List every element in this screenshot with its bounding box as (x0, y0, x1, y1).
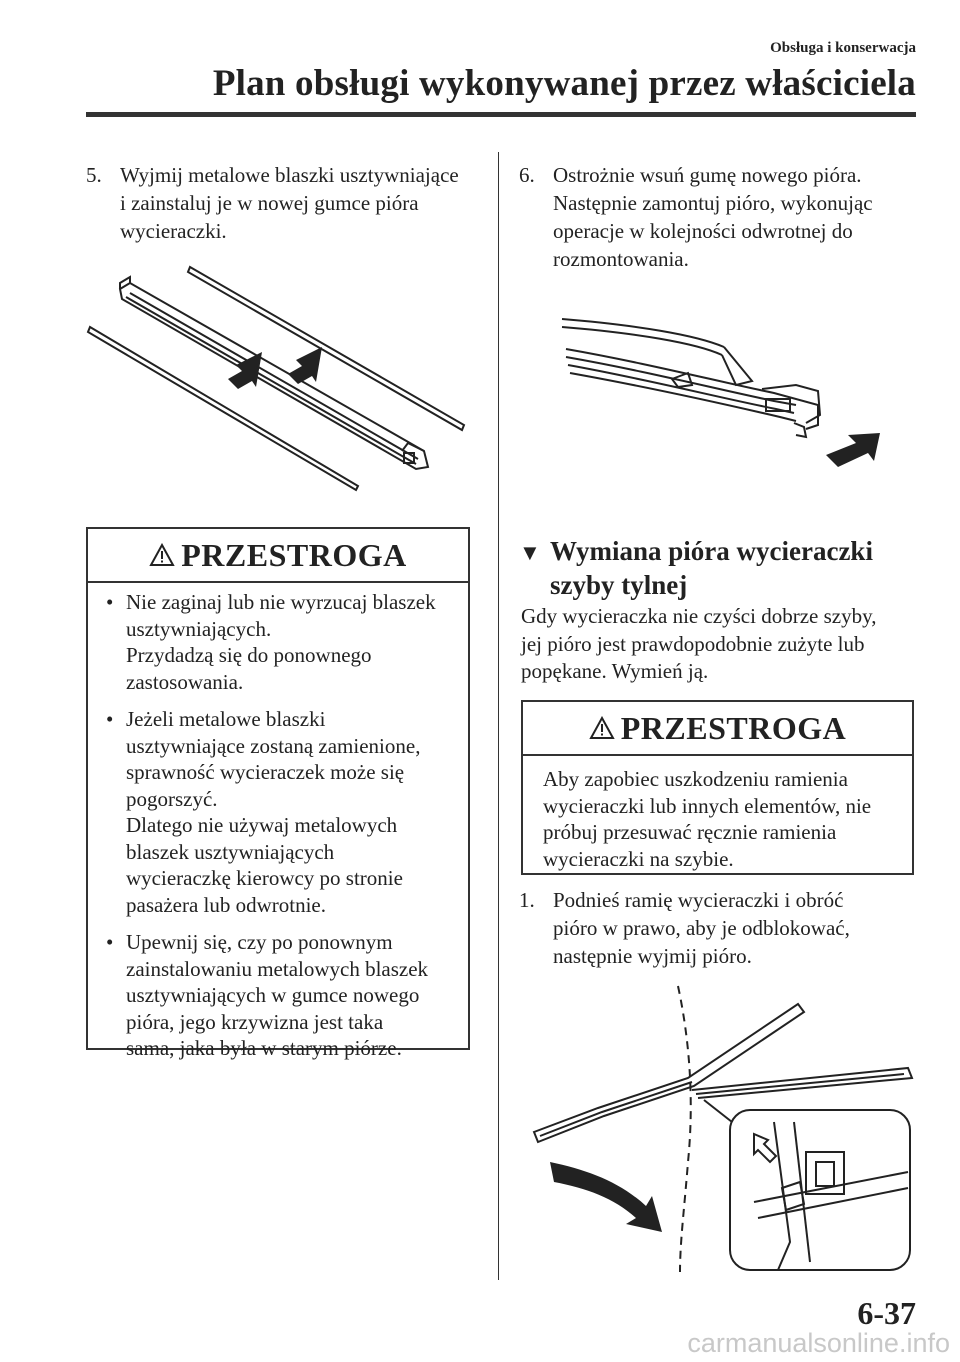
caution-bullet (102, 589, 454, 695)
caution-line: próbuj przesuwać ręcznie ramienia (543, 820, 837, 844)
step-line: pióro w prawo, aby je odblokować, (553, 916, 850, 940)
heading-line: szyby tylnej (550, 570, 688, 600)
bullet-line: pogorszyć. (126, 786, 218, 811)
page-number: 6-37 (857, 1295, 916, 1331)
caution-bullet (102, 929, 454, 1062)
para-line: popękane. Wymień ją. (521, 659, 709, 683)
caution-header (523, 702, 912, 756)
step-line: operacje w kolejności odwrotnej do (553, 219, 853, 243)
step-1 (519, 886, 929, 970)
step-number: 5. (86, 163, 102, 187)
bullet-line: usztywniające zostaną zamienione, (126, 733, 421, 758)
caution-header (88, 529, 468, 583)
section-heading (519, 534, 873, 602)
step-line: Ostrożnie wsuń gumę nowego pióra. (553, 163, 862, 187)
bullet-line: Nie zaginaj lub nie wyrzucaj blaszek (126, 590, 436, 614)
step-line: Podnieś ramię wycieraczki i obróć (553, 888, 844, 912)
warning-icon (589, 716, 615, 740)
heading-line: Wymiana pióra wycieraczki (550, 536, 873, 566)
arrow-icon (826, 433, 880, 467)
bullet-line: usztywniających. (126, 616, 272, 641)
figure-blade-strips (86, 255, 476, 495)
step-line: Następnie zamontuj pióro, wykonując (553, 191, 873, 215)
header-rule (86, 112, 916, 117)
bullet-line: sama, jaka była w starym piórze. (126, 1036, 402, 1060)
bullet-line: pasażera lub odwrotnie. (126, 892, 327, 917)
figure-blade-insertion (556, 305, 896, 480)
step-6 (519, 161, 929, 273)
caution-box-right (521, 700, 914, 875)
arrow-icon (288, 347, 322, 384)
caution-bullet (102, 706, 454, 918)
step-number: 6. (519, 163, 535, 187)
step-line: Wyjmij metalowe blaszki usztywniające (120, 163, 459, 187)
step-number: 1. (519, 888, 535, 912)
bullet-line: usztywniających w gumce nowego (126, 983, 420, 1007)
bullet-line: Dlatego nie używaj metalowych (126, 813, 398, 837)
caution-box-left (86, 527, 470, 1060)
intro-paragraph (521, 603, 921, 686)
column-divider (498, 152, 499, 1280)
bullet-line: wycieraczkę kierowcy po stronie (126, 866, 403, 890)
bullet-line: zainstalowaniu metalowych blaszek (126, 956, 429, 981)
bullet-line: pióra, jego krzywizna jest taka (126, 1009, 384, 1034)
step-line: i zainstaluj je w nowej gumce pióra (120, 191, 419, 215)
para-line: Gdy wycieraczka nie czyści dobrze szyby, (521, 604, 877, 628)
bullet-icon: • (106, 930, 114, 954)
bullet-line: Jeżeli metalowe blaszki (126, 707, 326, 731)
caution-title: PRZESTROGA (620, 709, 847, 746)
bullet-icon: • (106, 590, 114, 614)
bullet-line: Upewnij się, czy po ponownym (126, 930, 393, 954)
watermark: carmanualsonline.info (687, 1328, 950, 1358)
caution-title: PRZESTROGA (181, 536, 407, 573)
rotation-arrow-icon (550, 1162, 662, 1232)
bullet-icon: • (106, 707, 114, 731)
figure-rear-wiper-removal (528, 982, 918, 1272)
warning-icon (149, 543, 175, 567)
section-label: Obsługa i konserwacja (770, 40, 916, 56)
step-line: wycieraczki. (120, 219, 227, 243)
caution-line: wycieraczki na szybie. (543, 846, 734, 871)
page-title: Plan obsługi wykonywanej przez właściciela (212, 63, 916, 104)
bullet-line: Przydadzą się do ponownego (126, 643, 372, 667)
triangle-marker-icon: ▼ (519, 540, 541, 565)
bullet-line: sprawność wycieraczek może się (126, 760, 405, 784)
para-line: jej pióro jest prawdopodobnie zużyte lub (521, 631, 865, 656)
bullet-line: blaszek usztywniających (126, 839, 335, 864)
step-line: następnie wyjmij pióro. (553, 944, 752, 968)
step-5 (86, 161, 486, 245)
caution-line: wycieraczki lub innych elementów, nie (543, 793, 872, 818)
caution-line: Aby zapobiec uszkodzeniu ramienia (543, 767, 848, 791)
bullet-line: zastosowania. (126, 669, 244, 694)
step-line: rozmontowania. (553, 247, 689, 271)
